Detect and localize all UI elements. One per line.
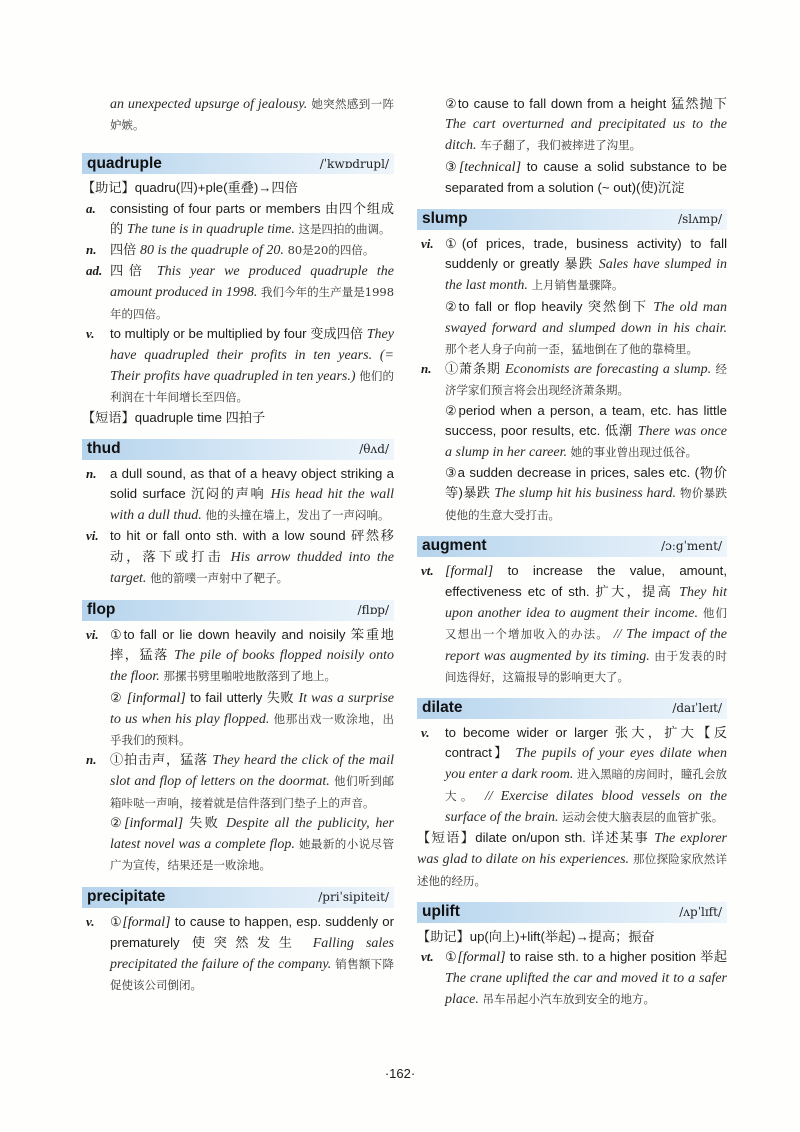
- example-sentence: They hit upon another idea to augment their income.: [445, 585, 727, 622]
- entry-dilate: [417, 698, 727, 891]
- example-sentence: This year we produced quadruple the amount produced in 1998.: [110, 264, 394, 301]
- phonetic: /ʌpˈlɪft/: [679, 905, 722, 920]
- example-sentence: The cart overturned and precipitated us to the ditch.: [445, 117, 727, 154]
- part-of-speech: a.: [86, 200, 96, 216]
- example-translation: 那摞书劈里啪啦地散落到了地上。: [163, 669, 336, 684]
- register-label: [informal]: [126, 690, 186, 706]
- example-translation: 销售额下降促使该公司倒闭。: [110, 956, 394, 993]
- entry-header: [82, 887, 394, 908]
- definition: ①拍击声，猛落: [110, 752, 208, 768]
- part-of-speech: v.: [86, 913, 95, 929]
- part-of-speech: vi.: [421, 236, 434, 252]
- headword: flop: [87, 601, 116, 619]
- example-translation: 他的箭噗一声射中了靶子。: [150, 570, 289, 585]
- example-sentence: They have quadrupled their profits in ten years. (= Their profits have quadrupled in ten years.): [110, 326, 394, 385]
- headword: quadruple: [87, 154, 162, 172]
- mnemonic-note: 【助记】up(向上)+lift(举起)→提高；振奋: [417, 928, 655, 944]
- example-translation: 那个老人身子向前一歪，猛地倒在了他的靠椅里。: [445, 342, 698, 357]
- sense-number: ②: [110, 814, 125, 830]
- sense: [417, 947, 727, 1011]
- definition: 失败: [189, 814, 221, 830]
- phonetic: /θʌd/: [359, 442, 389, 457]
- phonetic: /flɒp/: [357, 603, 389, 618]
- part-of-speech: n.: [86, 465, 97, 481]
- entry-augment: [417, 536, 727, 687]
- example-sentence: // Exercise dilates blood vessels on the surface of the brain.: [445, 788, 728, 825]
- definition: to raise sth. to a higher position 举起: [509, 948, 728, 964]
- part-of-speech: v.: [421, 725, 430, 741]
- sense: [417, 561, 727, 687]
- entry-header: [82, 439, 394, 460]
- sense: [417, 463, 727, 525]
- definition: to cause to happen, esp. suddenly or prematurely 使突然发生: [110, 913, 395, 950]
- headword: uplift: [422, 903, 460, 921]
- entry-quadruple: [82, 153, 394, 427]
- register-label: [technical]: [458, 159, 522, 175]
- entry-header: [417, 536, 727, 557]
- sense: [82, 625, 394, 688]
- sense: [82, 912, 394, 996]
- definition: to fail utterly 失败: [190, 689, 295, 705]
- definition: to increase the value, amount, effectiveness etc of sth. 扩大，提高: [445, 562, 727, 600]
- example-sentence: The crane uplifted the car and moved it to a safer place.: [445, 971, 727, 1008]
- definition: ②to cause to fall down from a height 猛然抛下: [445, 96, 727, 111]
- sense-number: ③: [445, 158, 459, 174]
- sense-number: ②: [110, 689, 123, 705]
- entry-thud: [82, 439, 394, 589]
- example-sentence: His arrow thudded into the target.: [110, 549, 395, 586]
- phonetic: /priˈsipiteit/: [318, 889, 389, 904]
- sense: [417, 94, 727, 157]
- example-sentence: The pile of books flopped noisily onto the floor.: [110, 648, 395, 685]
- definition: 四倍: [110, 242, 137, 258]
- example-translation: 她突然感到一阵妒嫉。: [110, 97, 394, 133]
- sense: [82, 464, 394, 527]
- example-sentence: There was once a slump in her career.: [445, 423, 727, 461]
- example-sentence: They heard the click of the mail slot and flop of letters on the doormat.: [110, 753, 394, 790]
- headword: augment: [422, 537, 487, 555]
- sense: [417, 723, 727, 828]
- sense: [417, 359, 727, 400]
- example-translation: 她的事业曾出现过低谷。: [570, 445, 698, 460]
- definition: to hit or fall onto sth. with a low sound 砰然移动，落下或打击: [110, 528, 394, 564]
- entry-slump: [417, 209, 727, 525]
- example-translation: 我们今年的生产量是1998年的四倍。: [110, 285, 395, 321]
- example-sentence: an unexpected upsurge of jealousy.: [110, 97, 308, 112]
- phonetic: /daɪˈleɪt/: [672, 701, 722, 716]
- sense: [417, 234, 727, 297]
- part-of-speech: vi.: [86, 627, 99, 643]
- part-of-speech: n.: [421, 361, 432, 377]
- definition: ①(of prices, trade, business activity) to fall suddenly or greatly 暴跌: [445, 236, 727, 272]
- example-translation: 那位探险家欣然详述他的经历。: [417, 852, 727, 888]
- part-of-speech: vt.: [421, 562, 434, 578]
- part-of-speech: vt.: [421, 948, 434, 964]
- definition: ①萧条期: [445, 361, 501, 377]
- register-label: [formal]: [122, 914, 171, 930]
- example-sentence: // The impact of the report was augmented by its timing.: [445, 627, 727, 664]
- example-translation: 运动会使大脑表层的血管扩张。: [562, 809, 724, 824]
- carryover-example: [82, 94, 394, 135]
- example-translation: 他那出戏一败涂地，出乎我们的预料。: [110, 711, 394, 748]
- phonetic: /slʌmp/: [678, 212, 722, 227]
- sense: [417, 157, 727, 198]
- sense: [82, 261, 394, 324]
- sense: [82, 750, 394, 813]
- entry-flop: [82, 600, 394, 875]
- register-label: [informal]: [124, 815, 184, 831]
- part-of-speech: n.: [86, 242, 97, 258]
- example-sentence: The tune is in quadruple time.: [126, 221, 295, 237]
- definition: ②period when a person, a team, etc. has little success, poor results, etc. 低潮: [445, 402, 727, 438]
- definition: ①to fall or lie down heavily and noisily 笨重地摔，猛落: [110, 627, 394, 663]
- example-translation: 车子翻了，我们被摔进了沟里。: [480, 138, 642, 153]
- example-translation: 她最新的小说尽管广为宣传，结果还是一败涂地。: [110, 837, 394, 873]
- mnemonic-note: 【助记】quadru(四)+ple(重叠)→四倍: [82, 180, 298, 196]
- definition: a dull sound, as that of a heavy object striking a solid surface 沉闷的声响: [110, 465, 394, 502]
- headword: precipitate: [87, 887, 166, 905]
- definition: consisting of four parts or members 由四个组成的: [110, 200, 394, 236]
- example-sentence: The explorer was glad to dilate on his experiences.: [417, 831, 727, 868]
- example-sentence: The old man swayed forward and slumped down in his chair.: [445, 299, 727, 336]
- example-translation: 经济学家们预言将会出现经济萧条期。: [445, 362, 728, 398]
- example-translation: 由于发表的时间选得好，这篇报导的影响更大了。: [445, 648, 728, 684]
- definition: to multiply or be multiplied by four 变成四倍: [110, 325, 364, 341]
- page-number: ·162·: [384, 1066, 416, 1081]
- example-sentence: The slump hit his business hard.: [494, 486, 676, 502]
- example-sentence: The pupils of your eyes dilate when you enter a dark room.: [445, 746, 727, 783]
- example-translation: 这是四拍的曲调。: [298, 221, 391, 236]
- entry-precipitate-continued: [417, 94, 727, 198]
- entry-header: [417, 209, 727, 230]
- example-sentence: Economists are forecasting a slump.: [505, 362, 712, 378]
- example-translation: 他的头撞在墙上，发出了一声闷响。: [205, 508, 390, 523]
- definition: to become wider or larger 张大，扩大【反 contract】: [445, 725, 727, 761]
- entry-header: [82, 153, 394, 174]
- sense-number: ①: [110, 913, 123, 929]
- part-of-speech: vi.: [86, 528, 99, 544]
- entry-precipitate: [82, 887, 394, 996]
- definition: ③a sudden decrease in prices, sales etc. (物价等)暴跌: [445, 465, 727, 501]
- phrase: 【短语】dilate on/upon sth. 详述某事: [417, 830, 650, 846]
- headword: slump: [422, 210, 468, 228]
- example-translation: 他们又想出一个增加收入的办法。: [445, 606, 727, 642]
- sense-number: ①: [445, 948, 458, 964]
- example-sentence: His head hit the wall with a dull thud.: [110, 487, 394, 524]
- example-translation: 他们的利润在十年间增长至四倍。: [110, 369, 394, 405]
- part-of-speech: n.: [86, 752, 97, 768]
- example-translation: 他们听到邮箱咔哒一声响，接着就是信件落到门垫子上的声音。: [110, 774, 394, 810]
- sense: [82, 240, 394, 261]
- right-column: [417, 94, 727, 1022]
- definition: ②to fall or flop heavily 突然倒下: [445, 298, 648, 314]
- register-label: [formal]: [457, 949, 506, 965]
- sense: [82, 199, 394, 240]
- definition: to cause a solid substance to be separated from a solution (~ out)(使)沉淀: [445, 158, 727, 195]
- part-of-speech: ad.: [86, 263, 103, 279]
- example-translation: 物价暴跌使他的生意大受打击。: [445, 486, 727, 522]
- entry-header: [82, 600, 394, 621]
- entry-header: [417, 698, 727, 719]
- example-sentence: 80 is the quadruple of 20.: [140, 243, 284, 259]
- example-translation: 上月销售量骤降。: [531, 278, 624, 293]
- example-translation: 吊车吊起小汽车放到安全的地方。: [482, 992, 655, 1007]
- example-translation: 进入黑暗的房间时，瞳孔会放大。: [445, 767, 727, 803]
- phonetic: /ɔːgˈment/: [661, 539, 722, 554]
- phrase-note: 【短语】quadruple time 四拍子: [82, 409, 266, 425]
- sense: [82, 526, 394, 589]
- example-sentence: Sales have slumped in the last month.: [445, 257, 727, 294]
- entry-header: [417, 902, 727, 923]
- definition: 四倍: [110, 263, 148, 279]
- example-sentence: Despite all the publicity, her latest novel was a complete flop.: [110, 815, 394, 853]
- phonetic: /ˈkwɒdrupl/: [319, 156, 389, 171]
- register-label: [formal]: [445, 563, 494, 579]
- example-translation: 80是20的四倍。: [287, 243, 375, 258]
- left-column: [82, 94, 394, 1006]
- headword: dilate: [422, 699, 463, 717]
- entry-uplift: [417, 902, 727, 1011]
- phrase-note: [417, 828, 727, 891]
- sense: [82, 688, 394, 751]
- sense: [417, 297, 727, 360]
- sense: [82, 324, 394, 408]
- sense: [417, 401, 727, 464]
- sense: [82, 813, 394, 876]
- part-of-speech: v.: [86, 325, 95, 341]
- example-sentence: Falling sales precipitated the failure of the company.: [110, 935, 394, 972]
- example-sentence: It was a surprise to us when his play flopped.: [110, 690, 394, 727]
- headword: thud: [87, 440, 121, 458]
